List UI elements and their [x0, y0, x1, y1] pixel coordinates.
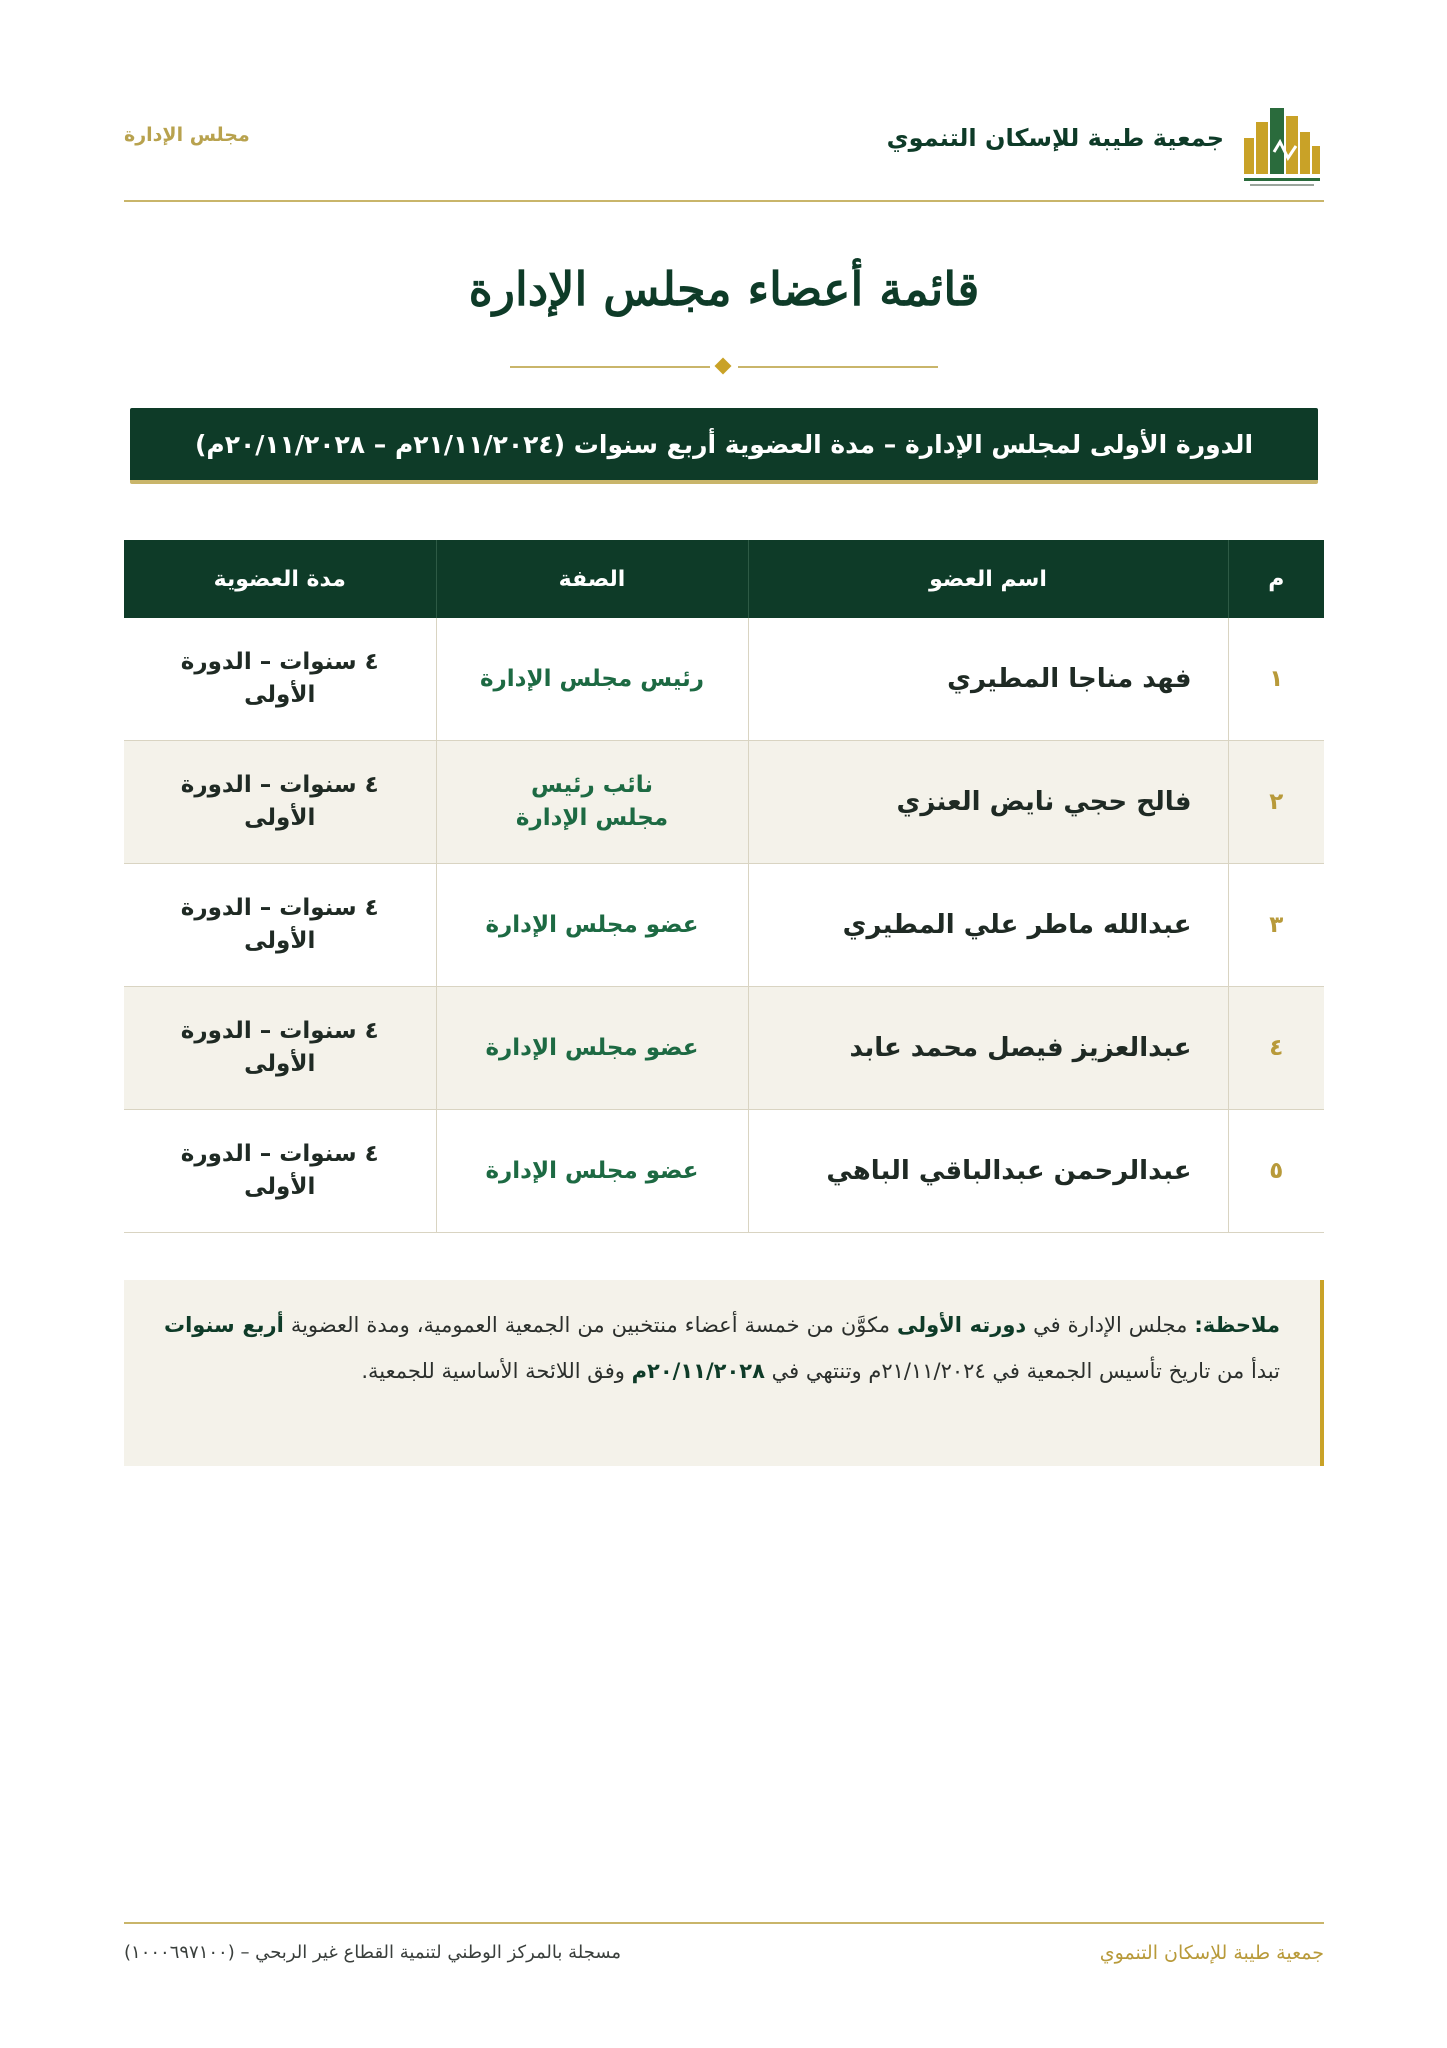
member-num: ٢ — [1228, 741, 1324, 864]
table-row — [124, 987, 1324, 1110]
member-term — [124, 864, 436, 987]
note-part: وفق اللائحة الأساسية للجمعية. — [361, 1359, 632, 1383]
col-header-name: اسم العضو — [748, 540, 1228, 618]
member-name: عبدالله ماطر علي المطيري — [748, 864, 1228, 987]
member-role — [436, 987, 748, 1110]
note-part: مجلس الإدارة في — [1026, 1313, 1195, 1337]
member-name: عبدالعزيز فيصل محمد عابد — [748, 987, 1228, 1110]
member-num: ٤ — [1228, 987, 1324, 1110]
col-header-num: م — [1228, 540, 1324, 618]
member-num: ١ — [1228, 618, 1324, 741]
member-term — [124, 987, 436, 1110]
member-term-text: ٤ سنوات – الدورة الأولى — [180, 1018, 379, 1077]
header-divider — [124, 200, 1324, 202]
member-term-text: ٤ سنوات – الدورة الأولى — [180, 895, 379, 954]
note-box — [124, 1280, 1324, 1466]
member-name: فالح حجي نايض العنزي — [748, 741, 1228, 864]
member-role — [436, 618, 748, 741]
footer-divider — [124, 1922, 1324, 1924]
header-section-label: مجلس الإدارة — [124, 124, 250, 146]
table-row — [124, 741, 1324, 864]
note-part: مكوَّن من خمسة أعضاء منتخبين من الجمعية العمومية، ومدة العضوية — [283, 1313, 897, 1337]
note-emphasis: أربع سنوات — [164, 1313, 284, 1337]
table-header-row — [124, 540, 1324, 618]
member-role-text: نائب رئيس مجلس الإدارة — [515, 772, 669, 831]
member-num: ٥ — [1228, 1110, 1324, 1233]
buildings-logo-icon — [1240, 102, 1324, 192]
member-role — [436, 741, 748, 864]
note-text — [164, 1302, 1280, 1394]
member-num: ٣ — [1228, 864, 1324, 987]
member-term-text: ٤ سنوات – الدورة الأولى — [180, 649, 379, 708]
member-term — [124, 741, 436, 864]
member-role-text: رئيس مجلس الإدارة — [479, 665, 705, 692]
header-org-name: جمعية طيبة للإسكان التنموي — [886, 124, 1224, 152]
note-emphasis: دورته الأولى — [896, 1313, 1027, 1337]
member-role — [436, 864, 748, 987]
member-role-text: عضو مجلس الإدارة — [485, 911, 699, 938]
note-emphasis: ٢٠/١١/٢٠٢٨م — [631, 1359, 765, 1383]
member-name: عبدالرحمن عبدالباقي الباهي — [748, 1110, 1228, 1233]
member-role — [436, 1110, 748, 1233]
member-name: فهد مناجا المطيري — [748, 618, 1228, 741]
member-role-text: عضو مجلس الإدارة — [485, 1034, 699, 1061]
member-term-text: ٤ سنوات – الدورة الأولى — [180, 1141, 379, 1200]
page-header — [124, 96, 1324, 196]
table-row — [124, 864, 1324, 987]
title-ornament — [510, 360, 938, 374]
note-part: تبدأ من تاريخ تأسيس الجمعية في ٢١/١١/٢٠٢٤م وتنتهي في — [764, 1359, 1280, 1383]
member-term — [124, 1110, 436, 1233]
member-role-text: عضو مجلس الإدارة — [485, 1157, 699, 1184]
term-banner-text: الدورة الأولى لمجلس الإدارة – مدة العضوية أربع سنوات (٢١/١١/٢٠٢٤م – ٢٠/١١/٢٠٢٨م) — [194, 429, 1254, 459]
col-header-term: مدة العضوية — [124, 540, 436, 618]
term-banner — [130, 408, 1318, 484]
members-table — [124, 540, 1324, 1233]
col-header-role: الصفة — [436, 540, 748, 618]
note-label: ملاحظة: — [1194, 1313, 1280, 1337]
member-term-text: ٤ سنوات – الدورة الأولى — [180, 772, 379, 831]
footer-org-name: جمعية طيبة للإسكان التنموي — [1099, 1942, 1324, 1964]
footer-registration: مسجلة بالمركز الوطني لتنمية القطاع غير الربحي – (١٠٠٠٦٩٧١٠٠) — [124, 1942, 622, 1963]
page-title: قائمة أعضاء مجلس الإدارة — [468, 262, 980, 316]
table-row — [124, 618, 1324, 741]
table-row — [124, 1110, 1324, 1233]
page — [124, 0, 1324, 2048]
member-term — [124, 618, 436, 741]
diamond-icon — [715, 358, 732, 375]
